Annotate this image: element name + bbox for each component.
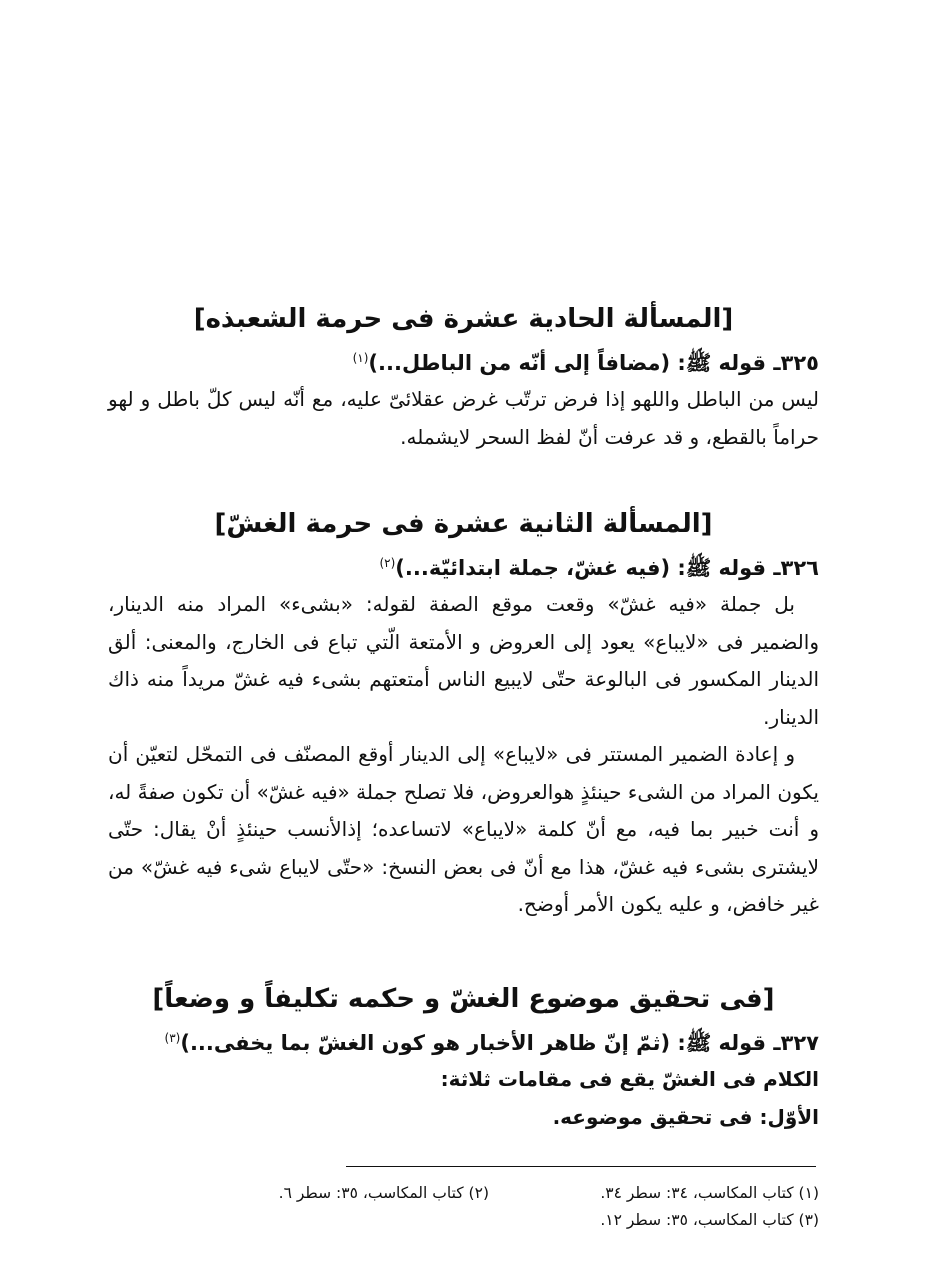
section-1-paragraph: ليس من الباطل واللهو إذا فرض ترتّب غرض عقلائىّ عليه، مع أنّه ليس كلّ باطل و لهو حراماً بالقطع، و قد عرفت أنّ لفظ السحر لايشمله. [108,387,819,449]
section-1-item-line [108,340,819,381]
section-3-paragraph-1: الكلام فى الغشّ يقع فى مقامات ثلاثة: [440,1067,819,1091]
section-2-heading: [المسألة الثانية عشرة فى حرمة الغشّ] [214,509,713,539]
section-3-paragraph-2: الأوّل: فى تحقيق موضوعه. [552,1104,819,1129]
section-1 [108,300,819,456]
section-3-item-line [108,1020,819,1061]
footnote-1: (١) كتاب المكاسب، ٣٤: سطر ٣٤. [600,1184,819,1202]
section-2-item-text: ٣٢٦ـ قوله ﷺ: (فيه غشّ، جملة ابتدائيّة...) [395,556,819,580]
section-3 [108,980,819,1136]
footnotes [108,1180,819,1234]
section-3-heading: [فى تحقيق موضوع الغشّ و حكمه تكليفاً و وضعاً] [152,984,775,1014]
section-2-paragraph-1: بل جملة «فيه غشّ» وقعت موقع الصفة لقوله: «بشىء» المراد منه الدينار، والضمير فى «لايباع» يعود إلى العروض و الأمتعة الّتي تباع فى الخارج، والمعنى: ألق الدينار المكسور فى البالوعة حتّى لايبيع الناس أمتعتهم بشىء فيه غشّ مريداً منه ذاك الدينار. [108,592,819,729]
footnote-2: (٢) كتاب المكاسب، ٣٥: سطر ٦. [278,1184,489,1202]
footnote-ref-3: (٣) [164,1031,181,1045]
footnote-3: (٣) كتاب المكاسب، ٣٥: سطر ١٢. [600,1211,819,1229]
footnote-divider [346,1166,816,1167]
section-2-item-line [108,545,819,586]
section-1-heading: [المسألة الحادية عشرة فى حرمة الشعبذه] [193,304,734,334]
footnote-row-1 [108,1180,819,1207]
section-1-item-text: ٣٢٥ـ قوله ﷺ: (مضافاً إلى أنّه من الباطل...) [368,351,819,375]
section-3-item-text: ٣٢٧ـ قوله ﷺ: (ثمّ إنّ ظاهر الأخبار هو كون الغشّ بما يخفى...) [180,1031,819,1055]
section-2-paragraph-2: و إعادة الضمير المستتر فى «لايباع» إلى الدينار أوقع المصنّف فى التمحّل لتعيّن أن يكون المراد من الشىء حينئذٍ هوالعروض، فلا تصلح جملة «فيه غشّ» أن تكون صفةً له، و أنت خبير بما فيه، مع أنّ كلمة «لايباع» لاتساعده؛ إذالأنسب حينئذٍ أنْ يقال: حتّى لايشترى بشىء فيه غشّ، هذا مع أنّ فى بعض النسخ: «حتّى لايباع شىء فيه غشّ» من غير خافض، و عليه يكون الأمر أوضح. [108,742,819,916]
footnote-ref-2: (٢) [379,556,396,570]
footnote-ref-1: (١) [352,351,369,365]
footnote-row-2 [108,1207,819,1234]
section-2 [108,505,819,924]
